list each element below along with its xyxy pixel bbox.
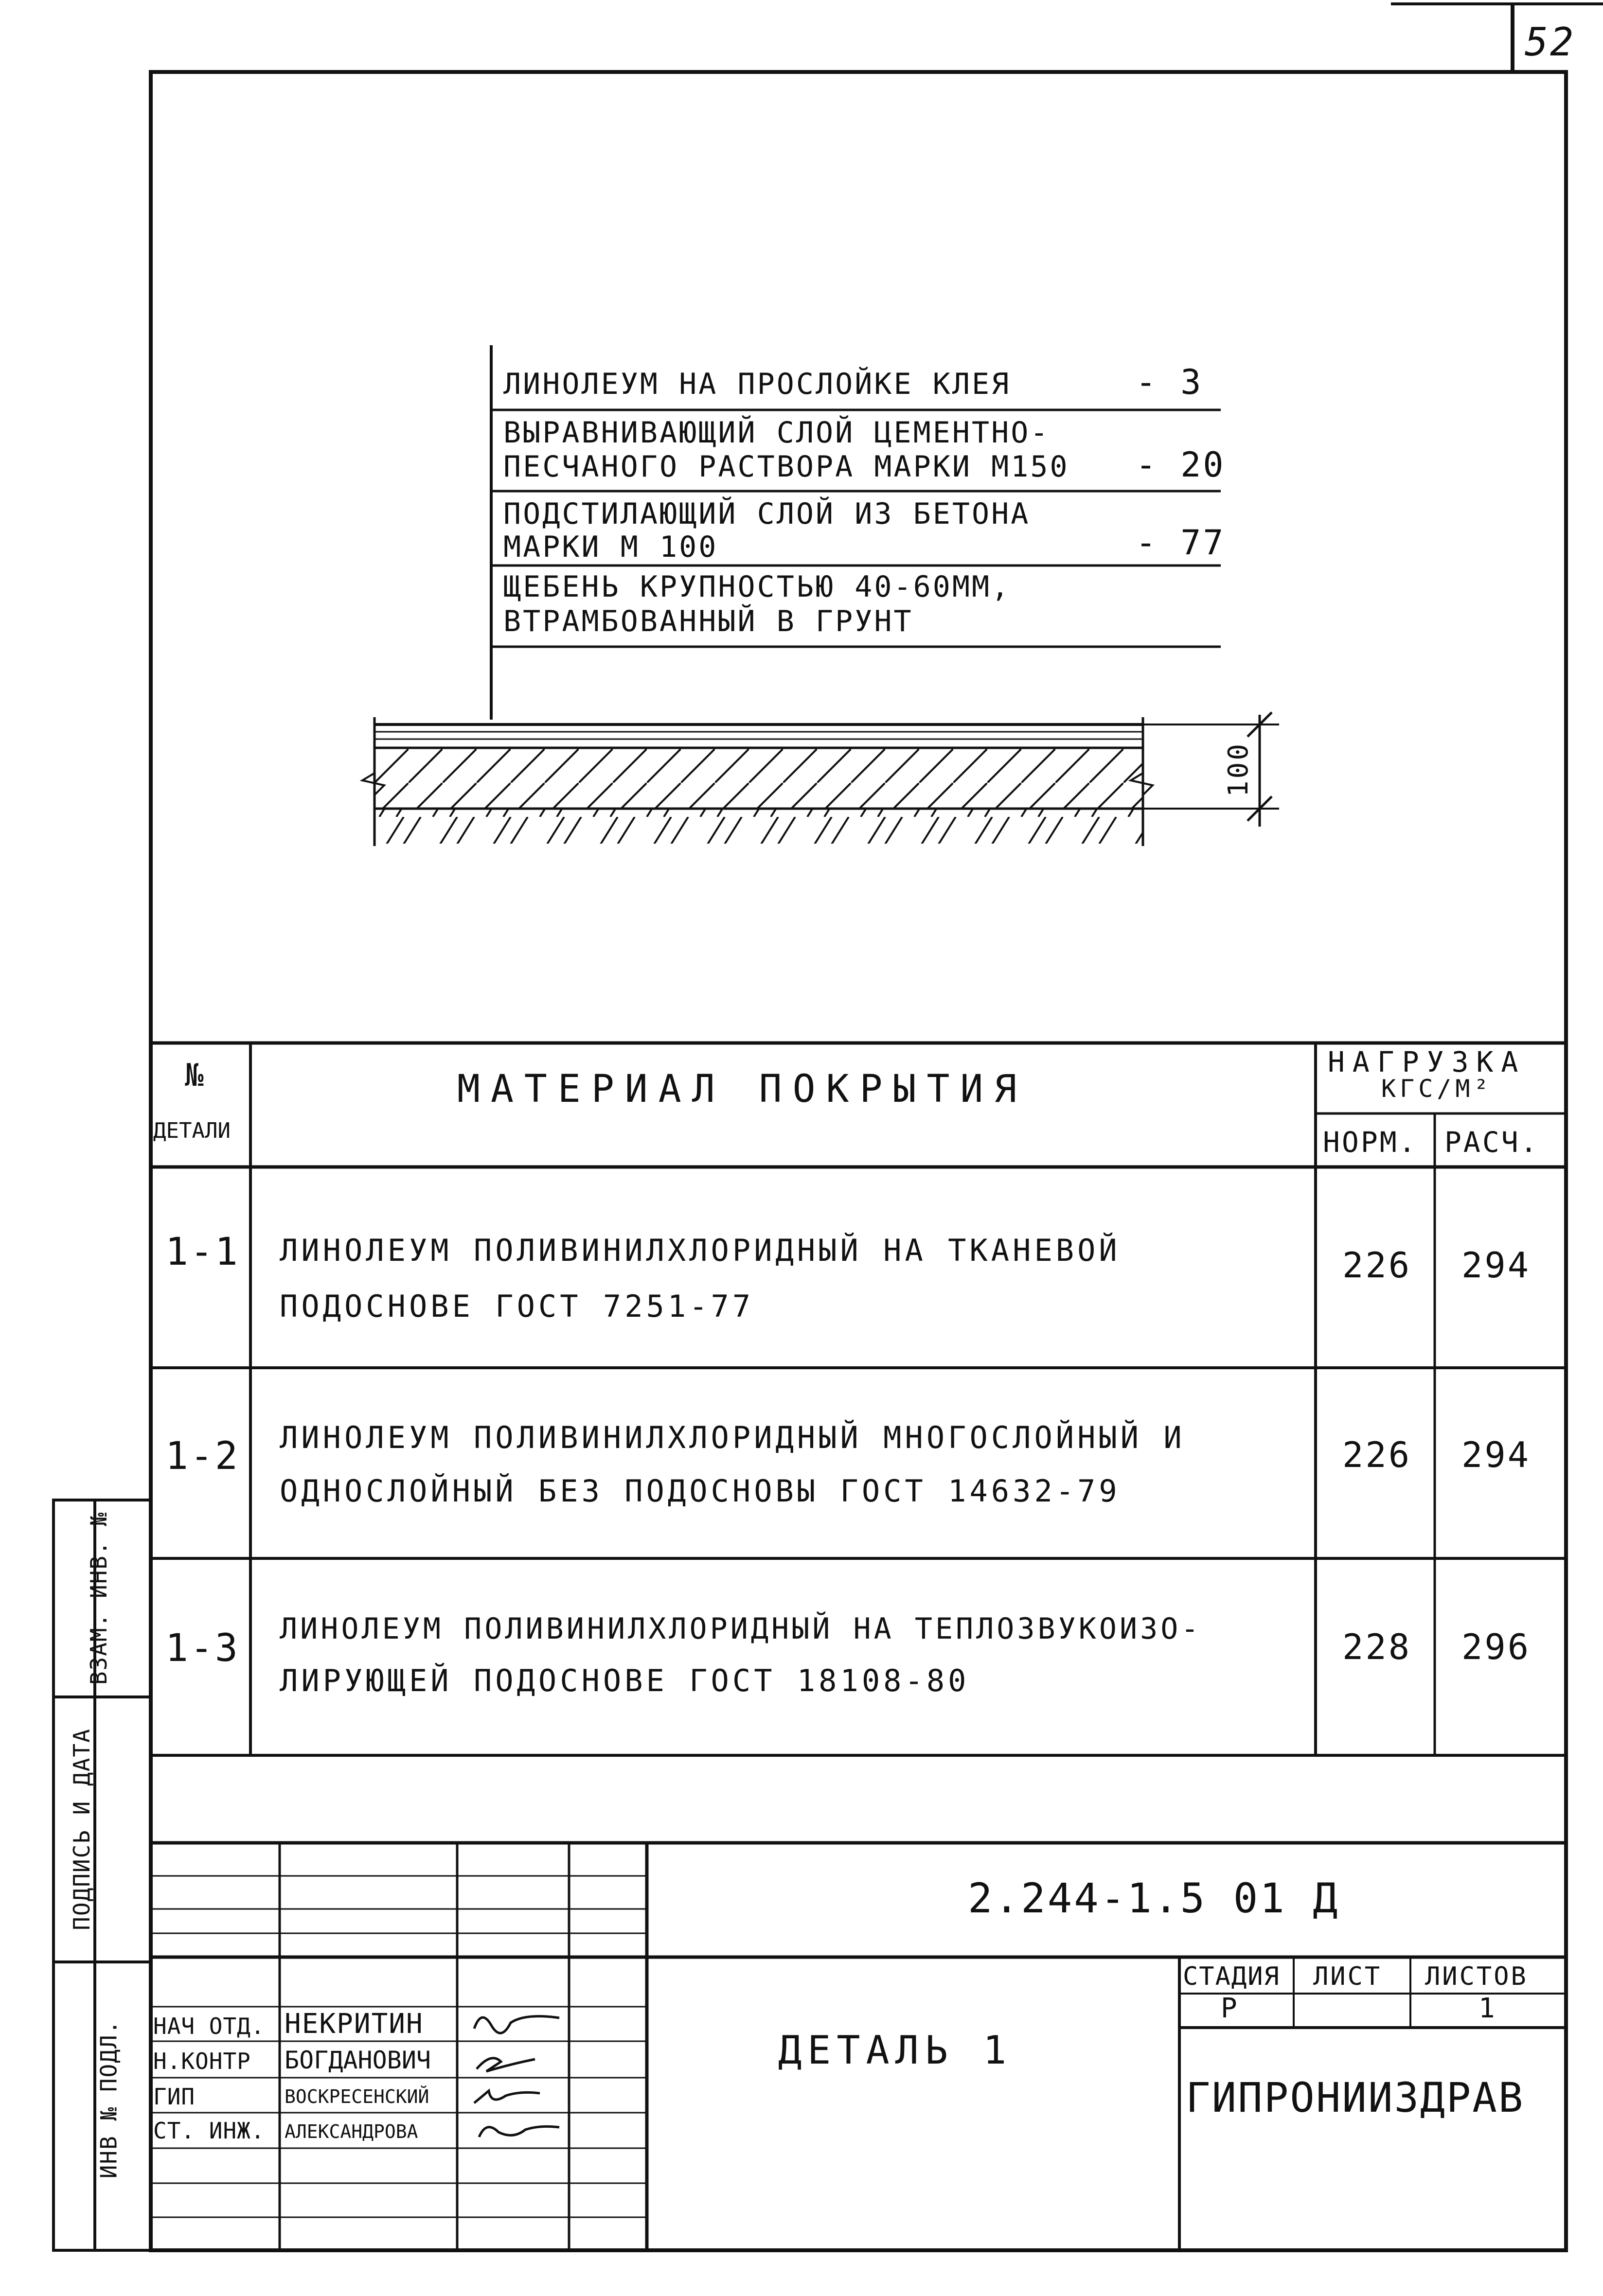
organization: ГИПРОНИИЗДРАВ [1186,2074,1525,2121]
row-2-calc: 294 [1461,1434,1531,1475]
header-detail-no: № [185,1058,206,1094]
row-3-line2: ЛИРУЮЩЕЙ ПОДОСНОВЕ ГОСТ 18108-80 [280,1663,970,1698]
stage-value: Р [1221,1993,1239,2024]
doc-title: ДЕТАЛЬ 1 [778,2028,1013,2073]
header-detail-no-sub: ДЕТАЛИ [153,1118,231,1143]
row-1-line2: ПОДОСНОВЕ ГОСТ 7251-77 [280,1289,754,1324]
side-sign-date: ПОДПИСЬ И ДАТА [68,1728,95,1930]
layer-3-thickness: - 77 [1136,523,1226,563]
row-2-no: 1-2 [165,1434,240,1478]
floor-section [362,717,1153,846]
doc-code: 2.244-1.5 01 Д [968,1874,1340,1922]
row-3-norm: 228 [1342,1626,1412,1667]
sheet-label: ЛИСТ [1313,1962,1382,1991]
side-interchange-no: ВЗАМ. ИНВ. № [86,1511,112,1685]
header-calc: РАСЧ. [1444,1126,1539,1159]
row-2-line1: ЛИНОЛЕУМ ПОЛИВИНИЛХЛОРИДНЫЙ МНОГОСЛОЙНЫЙ И [280,1420,1185,1455]
layer-2-thickness: - 20 [1136,445,1226,485]
header-norm: НОРМ. [1323,1126,1418,1159]
row-3-no: 1-3 [165,1626,240,1670]
layer-3-text-1: ПОДСТИЛАЮЩИЙ СЛОЙ ИЗ БЕТОНА [503,497,1031,531]
layer-4-text-2: ВТРАМБОВАННЫЙ В ГРУНТ [503,604,913,638]
side-inv-no-orig: ИНВ № ПОДЛ. [95,2019,122,2179]
header-material: МАТЕРИАЛ ПОКРЫТИЯ [457,1067,1028,1111]
row-1-calc: 294 [1461,1245,1531,1286]
page-number: 52 [1525,19,1576,65]
staff-role-4: СТ. ИНЖ. [153,2118,265,2144]
row-3-calc: 296 [1461,1626,1531,1667]
staff-name-2: БОГДАНОВИЧ [285,2046,431,2074]
header-load-2: КГС/М² [1381,1075,1493,1103]
layer-3-text-2: МАРКИ М 100 [503,530,718,564]
staff-role-2: Н.КОНТР [153,2048,251,2074]
staff-role-1: НАЧ ОТД. [153,2013,265,2039]
row-2-norm: 226 [1342,1434,1412,1475]
row-3-line1: ЛИНОЛЕУМ ПОЛИВИНИЛХЛОРИДНЫЙ НА ТЕПЛОЗВУКОИЗО- [280,1612,1202,1646]
layer-2-text-2: ПЕСЧАНОГО РАСТВОРА МАРКИ М150 [503,450,1069,484]
row-1-line1: ЛИНОЛЕУМ ПОЛИВИНИЛХЛОРИДНЫЙ НА ТКАНЕВОЙ [280,1233,1121,1268]
layer-2-text-1: ВЫРАВНИВАЮЩИЙ СЛОЙ ЦЕМЕНТНО- [503,416,1050,450]
sheets-value: 1 [1478,1993,1497,2024]
staff-name-4: АЛЕКСАНДРОВА [285,2121,418,2142]
layer-1-thickness: - 3 [1136,362,1203,402]
row-1-no: 1-1 [165,1230,240,1274]
sheets-label: ЛИСТОВ [1425,1962,1528,1991]
row-2-line2: ОДНОСЛОЙНЫЙ БЕЗ ПОДОСНОВЫ ГОСТ 14632-79 [280,1473,1121,1509]
layer-1-text: ЛИНОЛЕУМ НА ПРОСЛОЙКЕ КЛЕЯ [503,367,1011,401]
staff-name-3: ВОСКРЕСЕНСКИЙ [285,2086,429,2107]
row-1-norm: 226 [1342,1245,1412,1286]
staff-name-1: НЕКРИТИН [285,2008,424,2040]
dimension-line [1143,712,1279,827]
signatures [474,2016,559,2137]
stage-label: СТАДИЯ [1183,1962,1280,1991]
header-load-1: НАГРУЗКА [1328,1045,1526,1078]
staff-role-3: ГИП [153,2084,196,2110]
dimension-label: 100 [1223,742,1255,797]
layer-4-text-1: ЩЕБЕНЬ КРУПНОСТЬЮ 40-60ММ, [503,570,1011,604]
